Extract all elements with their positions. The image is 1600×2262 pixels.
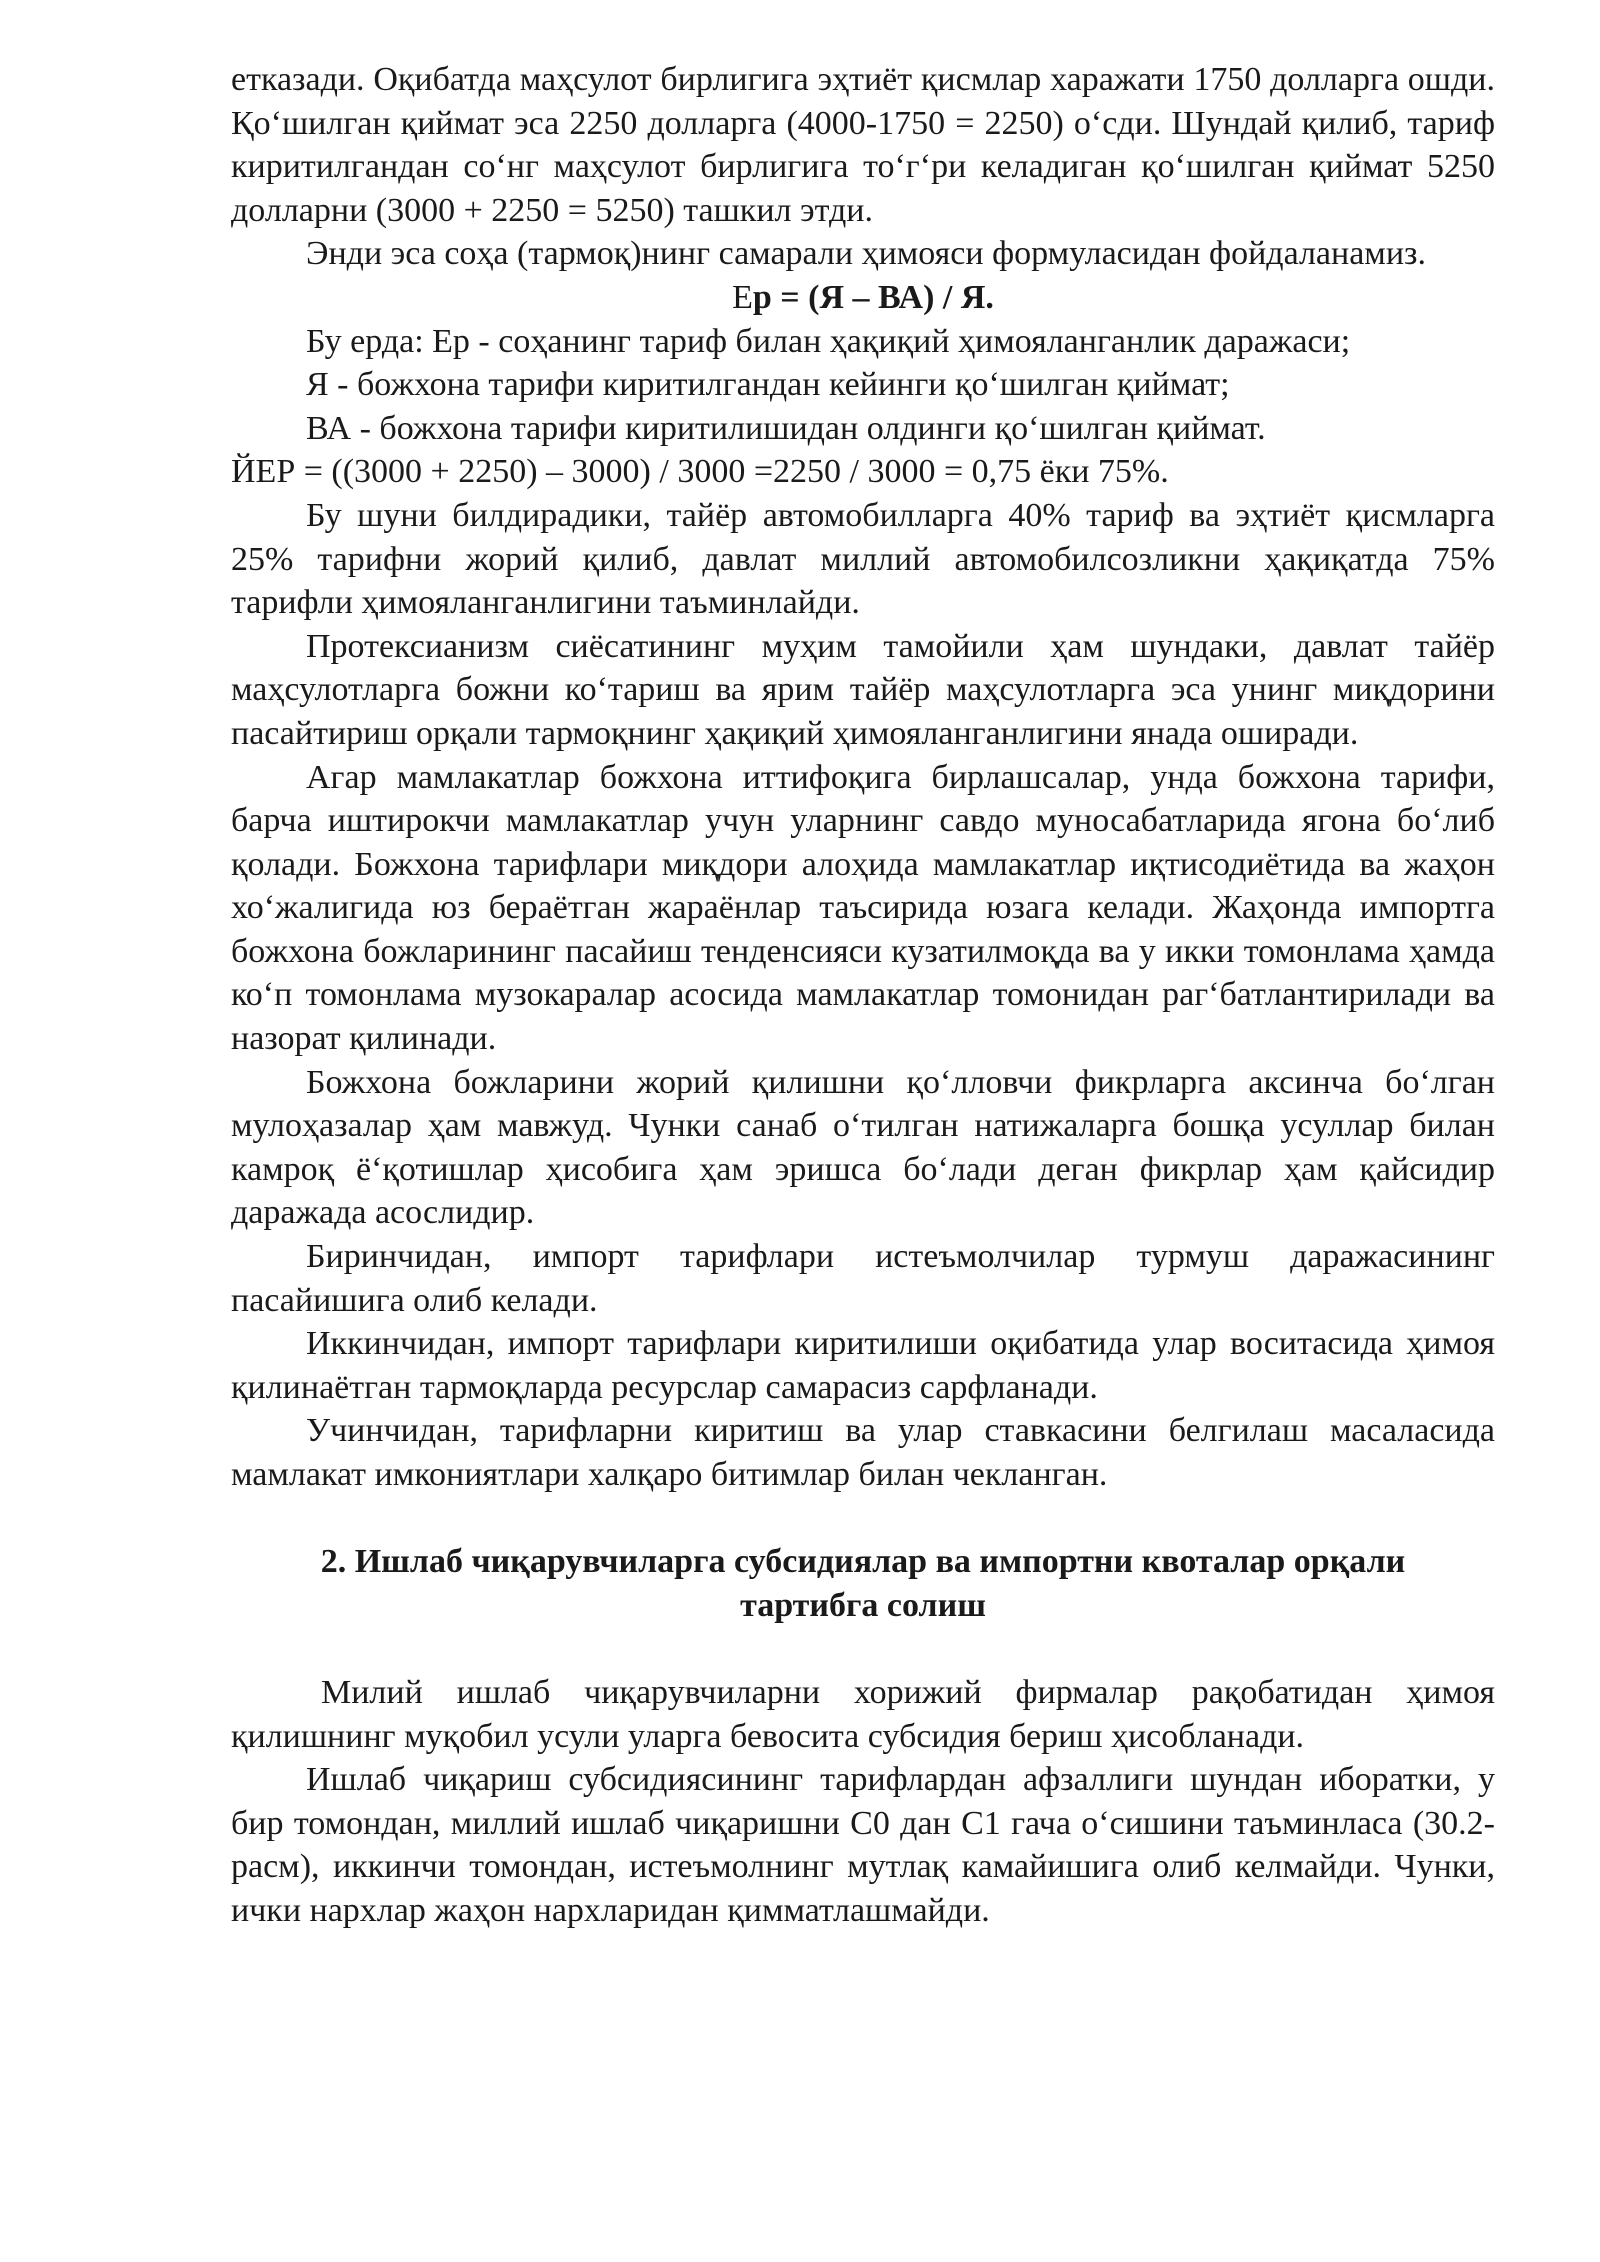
paragraph-14: Милий ишлаб чиқарувчиларни хорижий фирмалар рақобатидан ҳимоя қилишнинг муқобил усули уларга бевосита субсидия бериш ҳисобланади. xyxy=(231,1673,1495,1755)
paragraph-4: Я - божхона тарифи киритилгандан кейинги қоʻшилган қиймат; xyxy=(306,366,1230,404)
paragraph-8: Протексианизм сиёсатининг муҳим тамойили ҳам шундаки, давлат тайёр маҳсулотларга божни коʻтариш ва ярим тайёр маҳсулотларга эса унинг миқдорини пасайтириш орқали тармоқнинг ҳақиқий ҳимояланганлигини янада оширади. xyxy=(231,627,1495,752)
paragraph-9: Агар мамлакатлар божхона иттифоқига бирлашсалар, унда божхона тарифи, барча иштирокчи мамлакатлар учун уларнинг савдо муносабатларида ягона боʻлиб қолади. Божхона тарифлари миқдори алоҳида мамлакатлар иқтисодиётида ва жаҳон хоʻжалигида юз бераётган жараёнлар таъсирида юзага келади. Жаҳонда импортга божхона божларининг пасайиш тенденсияси кузатилмоқда ва у икки томонлама ҳамда коʻп томонлама музокаралар асосида мамлакатлар томонидан рагʻбатлантирилади ва назорат қилинади. xyxy=(231,758,1495,1058)
paragraph-10: Божхона божларини жорий қилишни қоʻлловчи фикрларга аксинча боʻлган мулоҳазалар ҳам мавжуд. Чунки санаб оʻтилган натижаларга бошқа усуллар билан камроқ ёʻқотишлар ҳисобига ҳам эришса боʻлади деган фикрлар ҳам қайсидир даражада асослидир. xyxy=(231,1063,1495,1232)
paragraph-11: Биринчидан, импорт тарифлари истеъмолчилар турмуш даражасининг пасайишига олиб келади. xyxy=(231,1238,1495,1319)
paragraph-15: Ишлаб чиқариш субсидиясининг тарифлардан афзаллиги шундан иборатки, у бир томондан, миллий ишлаб чиқаришни С0 дан С1 гача оʻсишини таъминласа (30.2-расм), иккинчи томондан, истеъмолнинг мутлақ камайишига олиб келмайди. Чунки, ички нархлар жаҳон нархларидан қимматлашмайди. xyxy=(231,1761,1495,1929)
spacer xyxy=(231,1627,1495,1671)
paragraph-3: Бу ерда: Ер - соҳанинг тариф билан ҳақиқий ҳимояланганлик даражаси; xyxy=(306,322,1351,360)
document-page xyxy=(231,58,1495,1933)
paragraph-5: ВА - божхона тарифи киритилишидан олдинги қоʻшилган қиймат. xyxy=(306,409,1266,447)
formula-rest: р = (Я – ВА) / Я. xyxy=(752,278,994,316)
section-heading-line-1: 2. Ишлаб чиқарувчиларга субсидиялар ва импортни квоталар орқали xyxy=(320,1543,1406,1581)
paragraph-7: Бу шуни билдирадики, тайёр автомобилларга 40% тариф ва эҳтиёт қисмларга 25% тарифни жорий қилиб, давлат миллий автомобилсозликни ҳақиқатда 75% тарифли ҳимояланганлигини таъминлайди. xyxy=(231,496,1495,622)
paragraph-13: Учинчидан, тарифларни киритиш ва улар ставкасини белгилаш масаласида мамлакат имкониятлари халқаро битимлар билан чекланган. xyxy=(231,1412,1495,1493)
paragraph-12: Иккинчидан, импорт тарифлари киритилиши оқибатида улар воситасида ҳимоя қилинаётган тармоқларда ресурслар самарасиз сарфланади. xyxy=(231,1325,1495,1406)
paragraph-1: етказади. Оқибатда маҳсулот бирлигига эҳтиёт қисмлар харажати 1750 долларга ошди. Қоʻшилган қиймат эса 2250 долларга (4000-1750 = 2250) оʻсди. Шундай қилиб, тариф киритилгандан соʻнг маҳсулот бирлигига тоʻгʻри келадиган қоʻшилган қиймат 5250 долларни (3000 + 2250 = 5250) ташкил этди. xyxy=(231,61,1495,229)
section-heading-line-2: тартибга солиш xyxy=(740,1586,986,1624)
formula-first-letter: Е xyxy=(732,278,753,316)
section-heading xyxy=(231,1540,1495,1627)
paragraph-6: ЙЕР = ((3000 + 2250) – 3000) / 3000 =2250 / 3000 = 0,75 ёки 75%. xyxy=(231,453,1169,491)
paragraph-2: Энди эса соҳа (тармоқ)нинг самарали ҳимояси формуласидан фойдаланамиз. xyxy=(306,235,1426,273)
formula xyxy=(231,276,1495,320)
